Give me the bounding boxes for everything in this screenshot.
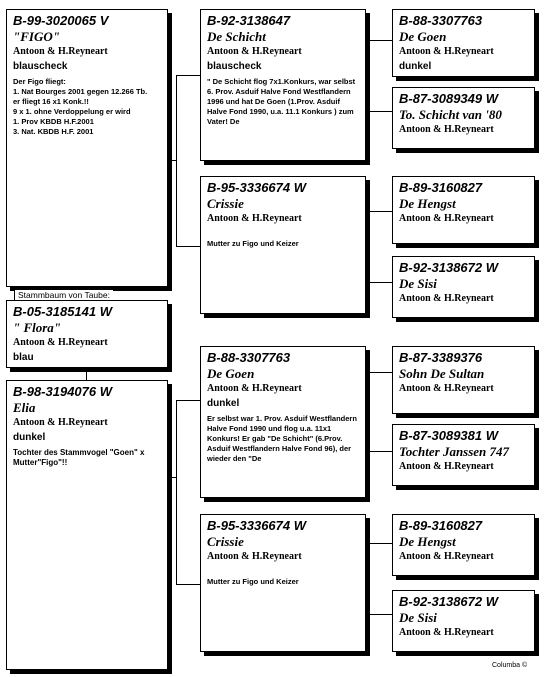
dam-note: Tochter des Stammvogel "Goen" x Mutter"Figo"!! bbox=[13, 448, 145, 467]
pedigree-caption: Stammbaum von Taube: bbox=[15, 290, 113, 300]
great-grandparent-7-breeder: Antoon & H.Reyneart bbox=[399, 551, 494, 562]
great-grandparent-card-3[interactable] bbox=[392, 176, 535, 244]
dam-ring-number: B-98-3194076 W bbox=[13, 384, 112, 399]
sibling-breeder: Antoon & H.Reyneart bbox=[13, 337, 108, 348]
great-grandparent-8-name: De Sisi bbox=[399, 610, 437, 625]
great-grandparent-card-8[interactable] bbox=[392, 590, 535, 652]
sire-sire-ring-number: B-92-3138647 bbox=[207, 13, 291, 28]
dam-sire-ring-number: B-88-3307763 bbox=[207, 350, 291, 365]
subject-breeder: Antoon & H.Reyneart bbox=[13, 46, 108, 57]
dam-sire-breeder: Antoon & H.Reyneart bbox=[207, 383, 302, 394]
sire-sire-card[interactable] bbox=[200, 9, 366, 161]
great-grandparent-3-name: De Hengst bbox=[399, 196, 456, 211]
sire-dam-note: Mutter zu Figo und Keizer bbox=[207, 239, 299, 248]
sire-dam-ring-number: B-95-3336674 W bbox=[207, 180, 306, 195]
subject-ring-number: B-99-3020065 V bbox=[13, 13, 109, 28]
great-grandparent-6-ring-number: B-87-3089381 W bbox=[399, 428, 498, 443]
dam-pigeon-card[interactable] bbox=[6, 380, 168, 670]
subject-pigeon-card[interactable] bbox=[6, 9, 168, 287]
great-grandparent-card-6[interactable] bbox=[392, 424, 535, 486]
sibling-name: " Flora" bbox=[13, 320, 62, 335]
dam-sire-name: De Goen bbox=[207, 366, 255, 381]
dam-dam-breeder: Antoon & H.Reyneart bbox=[207, 551, 302, 562]
great-grandparent-2-name: To. Schicht van '80 bbox=[399, 107, 502, 122]
great-grandparent-1-name: De Goen bbox=[399, 29, 447, 44]
subject-note: Der Figo fliegt: 1. Nat Bourges 2001 gegen 12.266 Tb. er fliegt 16 x1 Konk.!! 9 x 1. ohne Verdoppelung er wird 1. Prov KBDB H.F.2001 3. Nat. KBDB H.F. 2001 bbox=[13, 77, 148, 136]
great-grandparent-3-ring-number: B-89-3160827 bbox=[399, 180, 483, 195]
sibling-pigeon-card[interactable] bbox=[6, 300, 168, 368]
great-grandparent-6-breeder: Antoon & H.Reyneart bbox=[399, 461, 494, 472]
dam-sire-card[interactable] bbox=[200, 346, 366, 498]
great-grandparent-card-1[interactable] bbox=[392, 9, 535, 77]
dam-dam-card[interactable] bbox=[200, 514, 366, 652]
dam-sire-color: dunkel bbox=[207, 398, 240, 409]
great-grandparent-1-breeder: Antoon & H.Reyneart bbox=[399, 46, 494, 57]
great-grandparent-1-color: dunkel bbox=[399, 61, 432, 72]
subject-name: "FIGO" bbox=[13, 29, 60, 44]
great-grandparent-4-ring-number: B-92-3138672 W bbox=[399, 260, 498, 275]
sire-dam-breeder: Antoon & H.Reyneart bbox=[207, 213, 302, 224]
footer-copyright: Columba © bbox=[492, 662, 528, 669]
great-grandparent-card-4[interactable] bbox=[392, 256, 535, 318]
dam-sire-note: Er selbst war 1. Prov. Asduif Westflandern Halve Fond 1990 und flog u.a. 11x1 Konkurs! Er gab "De Schicht" (6.Prov. Asduif Westflandern Halve Fond 96), der wieder den "De bbox=[207, 414, 357, 463]
sire-sire-name: De Schicht bbox=[207, 29, 266, 44]
great-grandparent-8-breeder: Antoon & H.Reyneart bbox=[399, 627, 494, 638]
great-grandparent-2-ring-number: B-87-3089349 W bbox=[399, 91, 498, 106]
dam-dam-name: Crissie bbox=[207, 534, 244, 549]
great-grandparent-7-ring-number: B-89-3160827 bbox=[399, 518, 483, 533]
great-grandparent-8-ring-number: B-92-3138672 W bbox=[399, 594, 498, 609]
dam-dam-note: Mutter zu Figo und Keizer bbox=[207, 577, 299, 586]
sire-dam-card[interactable] bbox=[200, 176, 366, 314]
great-grandparent-5-breeder: Antoon & H.Reyneart bbox=[399, 383, 494, 394]
great-grandparent-2-breeder: Antoon & H.Reyneart bbox=[399, 124, 494, 135]
great-grandparent-1-ring-number: B-88-3307763 bbox=[399, 13, 483, 28]
great-grandparent-7-name: De Hengst bbox=[399, 534, 456, 549]
subject-color: blauscheck bbox=[13, 61, 68, 72]
dam-dam-ring-number: B-95-3336674 W bbox=[207, 518, 306, 533]
dam-breeder: Antoon & H.Reyneart bbox=[13, 417, 108, 428]
great-grandparent-5-ring-number: B-87-3389376 bbox=[399, 350, 483, 365]
sire-dam-name: Crissie bbox=[207, 196, 244, 211]
sire-sire-breeder: Antoon & H.Reyneart bbox=[207, 46, 302, 57]
dam-color: dunkel bbox=[13, 432, 46, 443]
dam-name: Elia bbox=[13, 400, 36, 415]
great-grandparent-5-name: Sohn De Sultan bbox=[399, 366, 485, 381]
great-grandparent-card-2[interactable] bbox=[392, 87, 535, 149]
great-grandparent-4-name: De Sisi bbox=[399, 276, 437, 291]
great-grandparent-3-breeder: Antoon & H.Reyneart bbox=[399, 213, 494, 224]
sibling-color: blau bbox=[13, 352, 34, 363]
great-grandparent-card-5[interactable] bbox=[392, 346, 535, 414]
great-grandparent-4-breeder: Antoon & H.Reyneart bbox=[399, 293, 494, 304]
great-grandparent-card-7[interactable] bbox=[392, 514, 535, 576]
sire-sire-note: " De Schicht flog 7x1.Konkurs, war selbst 6. Prov. Asduif Halve Fond Westflandern 1996 und hat De Goen (1.Prov. Asduif Halve Fond 1990, u.a. 11.1 Konkurs ) zum Vater! De bbox=[207, 77, 356, 126]
sire-sire-color: blauscheck bbox=[207, 61, 262, 72]
sibling-ring-number: B-05-3185141 W bbox=[13, 304, 112, 319]
great-grandparent-6-name: Tochter Janssen 747 bbox=[399, 444, 510, 459]
